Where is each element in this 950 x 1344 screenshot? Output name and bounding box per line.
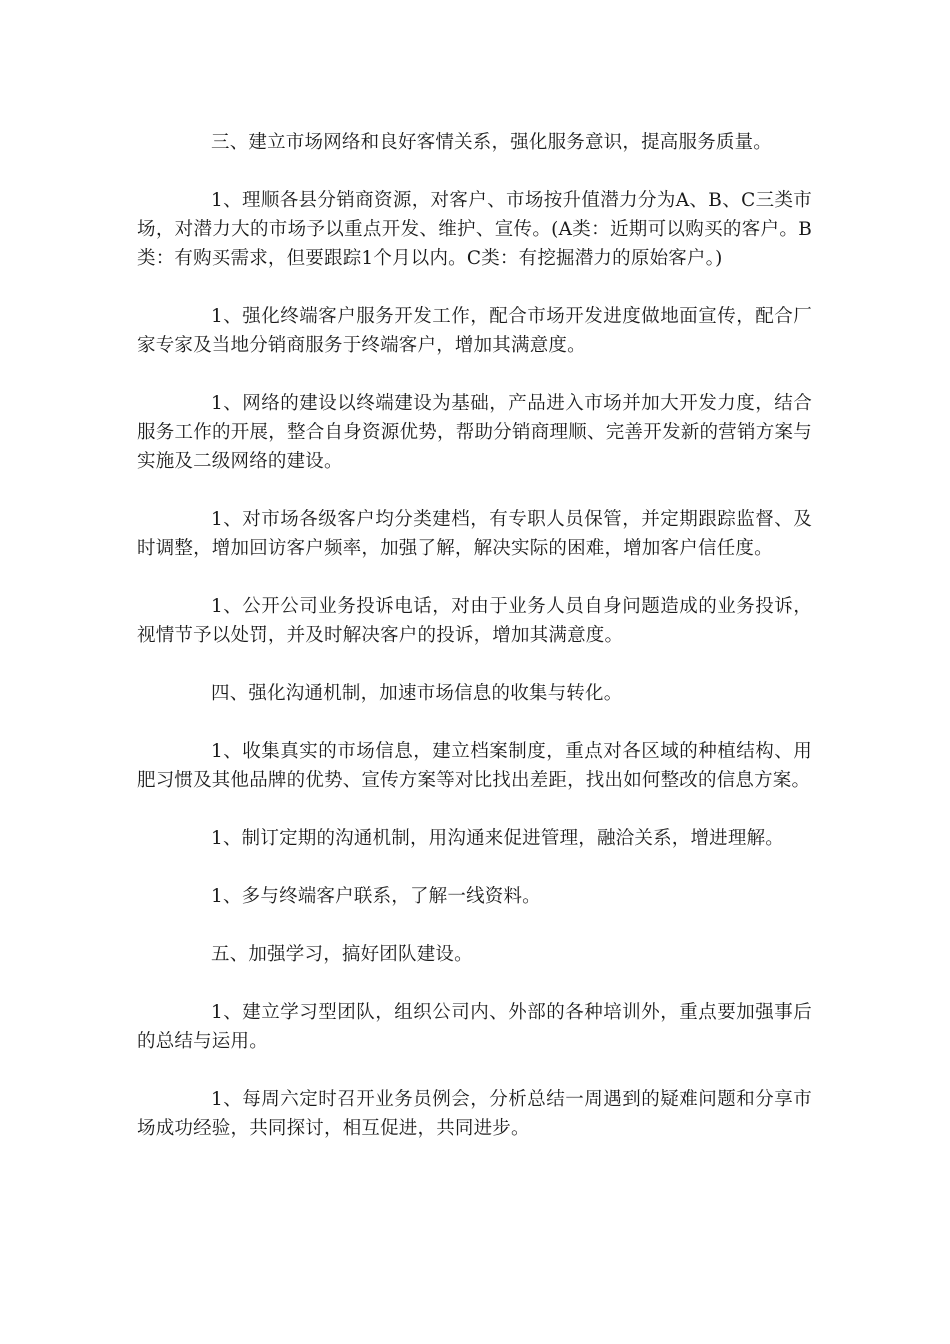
paragraph-item: 1、每周六定时召开业务员例会，分析总结一周遇到的疑难问题和分享市场成功经验，共同探讨，相互促进，共同进步。 xyxy=(137,1089,812,1139)
section-heading-4: 四、强化沟通机制，加速市场信息的收集与转化。 xyxy=(211,683,623,704)
document-body xyxy=(137,128,812,1172)
paragraph-item: 1、制订定期的沟通机制，用沟通来促进管理，融洽关系，增进理解。 xyxy=(211,828,784,849)
paragraph-item: 1、强化终端客户服务开发工作，配合市场开发进度做地面宣传，配合厂家专家及当地分销商服务于终端客户，增加其满意度。 xyxy=(137,306,812,356)
paragraph-item: 1、对市场各级客户均分类建档，有专职人员保管，并定期跟踪监督、及时调整，增加回访客户频率，加强了解，解决实际的困难，增加客户信任度。 xyxy=(137,509,812,559)
paragraph-item: 1、多与终端客户联系，了解一线资料。 xyxy=(211,886,541,907)
paragraph-item: 1、建立学习型团队，组织公司内、外部的各种培训外，重点要加强事后的总结与运用。 xyxy=(137,1002,812,1052)
section-heading-3: 三、建立市场网络和良好客情关系，强化服务意识，提高服务质量。 xyxy=(211,132,773,153)
section-heading-5: 五、加强学习，搞好团队建设。 xyxy=(211,944,473,965)
paragraph-item: 1、理顺各县分销商资源，对客户、市场按升值潜力分为A、B、C三类市场，对潜力大的市场予以重点开发、维护、宣传。(A类：近期可以购买的客户。B类：有购买需求，但要跟踪1个月以内。C类：有挖掘潜力的原始客户。) xyxy=(137,190,812,269)
paragraph-item: 1、公开公司业务投诉电话，对由于业务人员自身问题造成的业务投诉，视情节予以处罚，并及时解决客户的投诉，增加其满意度。 xyxy=(137,596,812,646)
paragraph-item: 1、收集真实的市场信息，建立档案制度，重点对各区域的种植结构、用肥习惯及其他品牌的优势、宣传方案等对比找出差距，找出如何整改的信息方案。 xyxy=(137,741,812,791)
paragraph-item: 1、网络的建设以终端建设为基础，产品进入市场并加大开发力度，结合服务工作的开展，整合自身资源优势，帮助分销商理顺、完善开发新的营销方案与实施及二级网络的建设。 xyxy=(137,393,812,472)
